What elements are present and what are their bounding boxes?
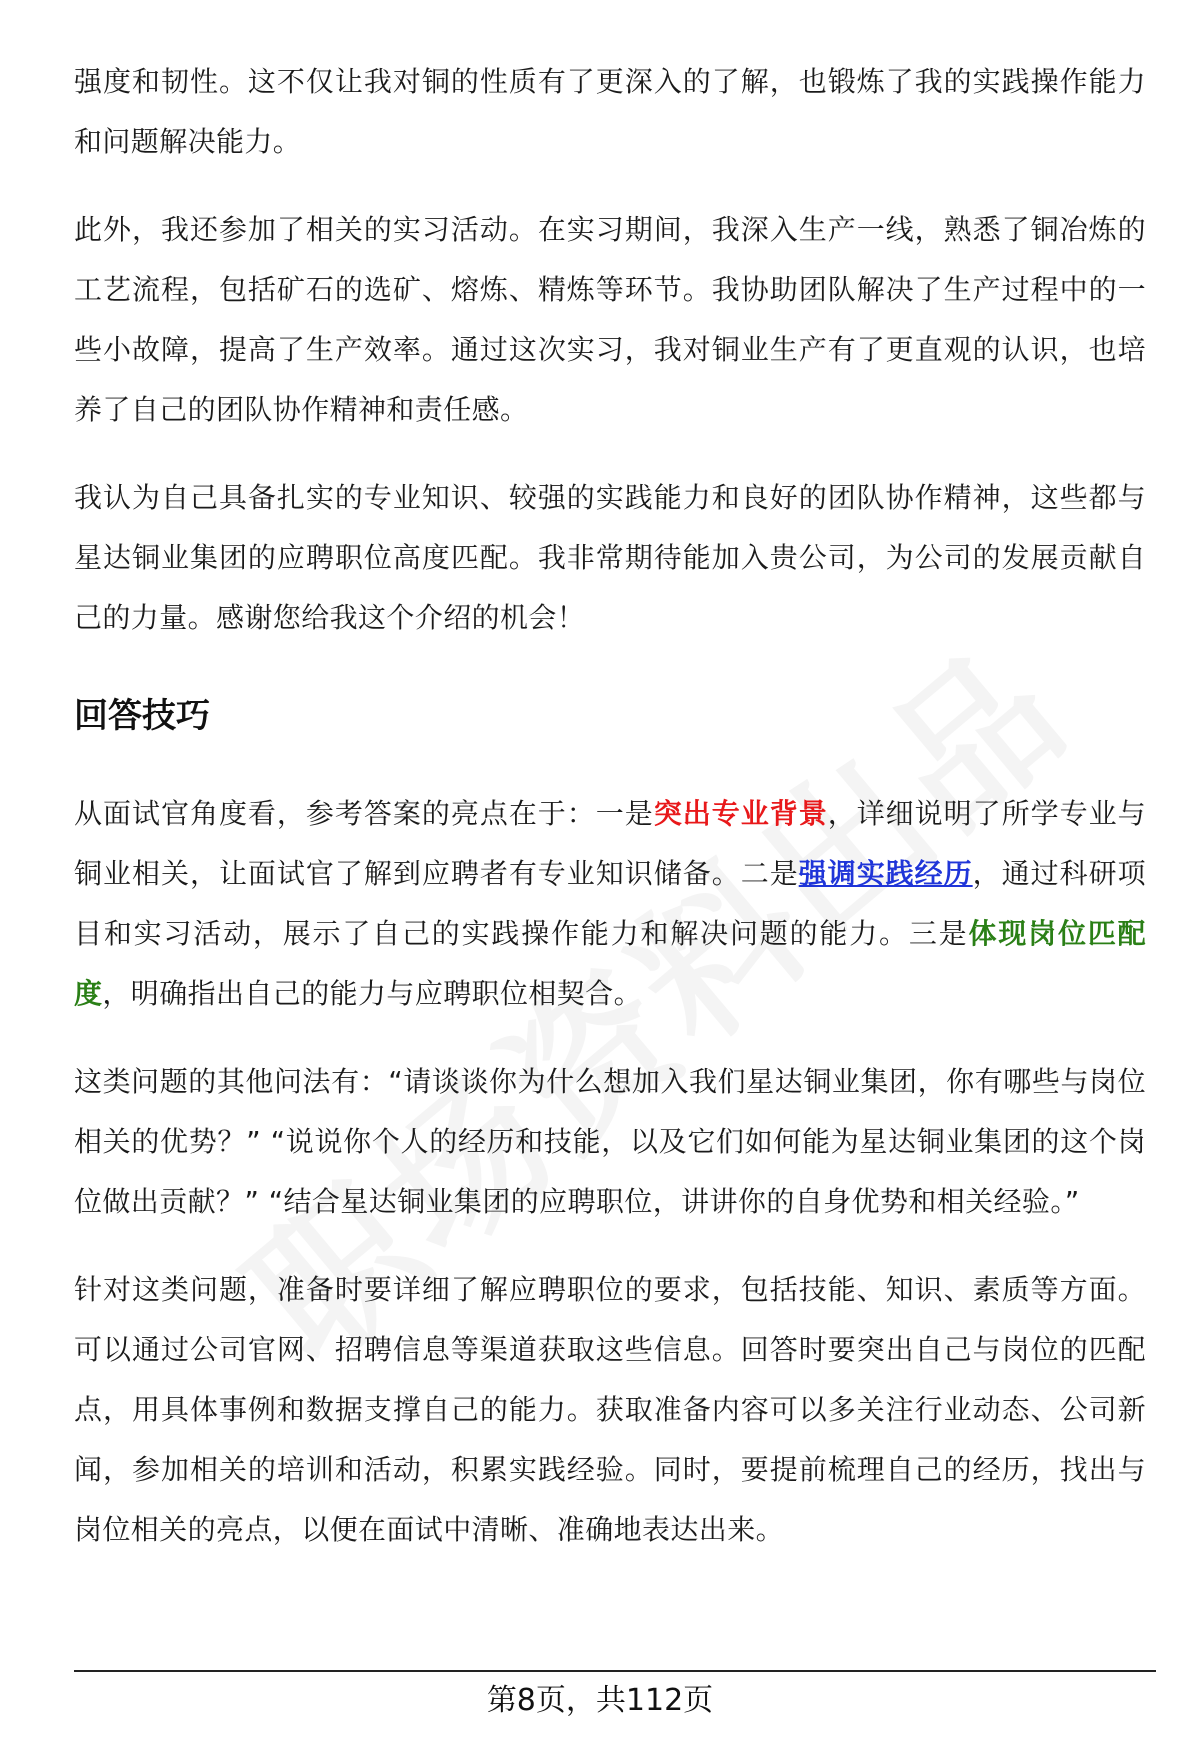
- highlight-practical-experience: 强调实践经历: [798, 857, 973, 890]
- section-heading: 回答技巧: [74, 696, 210, 736]
- paragraph-internship: 此外，我还参加了相关的实习活动。在实习期间，我深入生产一线，熟悉了铜冶炼的工艺流程，包括矿石的选矿、熔炼、精炼等环节。我协助团队解决了生产过程中的一些小故障，提高了生产效率。通过这次实习，我对铜业生产有了更直观的认识，也培养了自己的团队协作精神和责任感。: [74, 213, 1146, 426]
- paragraph-conclusion: 我认为自己具备扎实的专业知识、较强的实践能力和良好的团队协作精神，这些都与星达铜业集团的应聘职位高度匹配。我非常期待能加入贵公司，为公司的发展贡献自己的力量。感谢您给我这个介绍的机会！: [74, 481, 1146, 634]
- tips-text-1: 从面试官角度看，参考答案的亮点在于：一是: [74, 797, 654, 830]
- footer-divider: [74, 1670, 1156, 1672]
- highlight-professional-background: 突出专业背景: [653, 797, 828, 830]
- tips-text-2: ，详细说明了所学专业与铜业相关，让面试官了解到应聘者有专业知识储备。二是: [74, 797, 1146, 890]
- paragraph-tips: [74, 784, 1146, 1024]
- highlight-job-match: 体现岗位匹配度: [74, 917, 1146, 1010]
- paragraph-continued: 强度和韧性。这不仅让我对铜的性质有了更深入的了解，也锻炼了我的实践操作能力和问题解决能力。: [74, 65, 1146, 158]
- page-number: 第8页，共112页: [486, 1683, 714, 1718]
- tips-text-3: ，通过科研项目和实习活动，展示了自己的实践操作能力和解决问题的能力。三是: [74, 857, 1146, 950]
- paragraph-other-questions: 这类问题的其他问法有：“请谈谈你为什么想加入我们星达铜业集团，你有哪些与岗位相关的优势？” “说说你个人的经历和技能，以及它们如何能为星达铜业集团的这个岗位做出贡献？” “结合星达铜业集团的应聘职位，讲讲你的自身优势和相关经验。”: [74, 1065, 1146, 1218]
- paragraph-preparation: 针对这类问题，准备时要详细了解应聘职位的要求，包括技能、知识、素质等方面。可以通过公司官网、招聘信息等渠道获取这些信息。回答时要突出自己与岗位的匹配点，用具体事例和数据支撑自己的能力。获取准备内容可以多关注行业动态、公司新闻，参加相关的培训和活动，积累实践经验。同时，要提前梳理自己的经历，找出与岗位相关的亮点，以便在面试中清晰、准确地表达出来。: [74, 1273, 1146, 1546]
- tips-text-4: ，明确指出自己的能力与应聘职位相契合。: [102, 977, 643, 1010]
- document-body: [74, 52, 1146, 1560]
